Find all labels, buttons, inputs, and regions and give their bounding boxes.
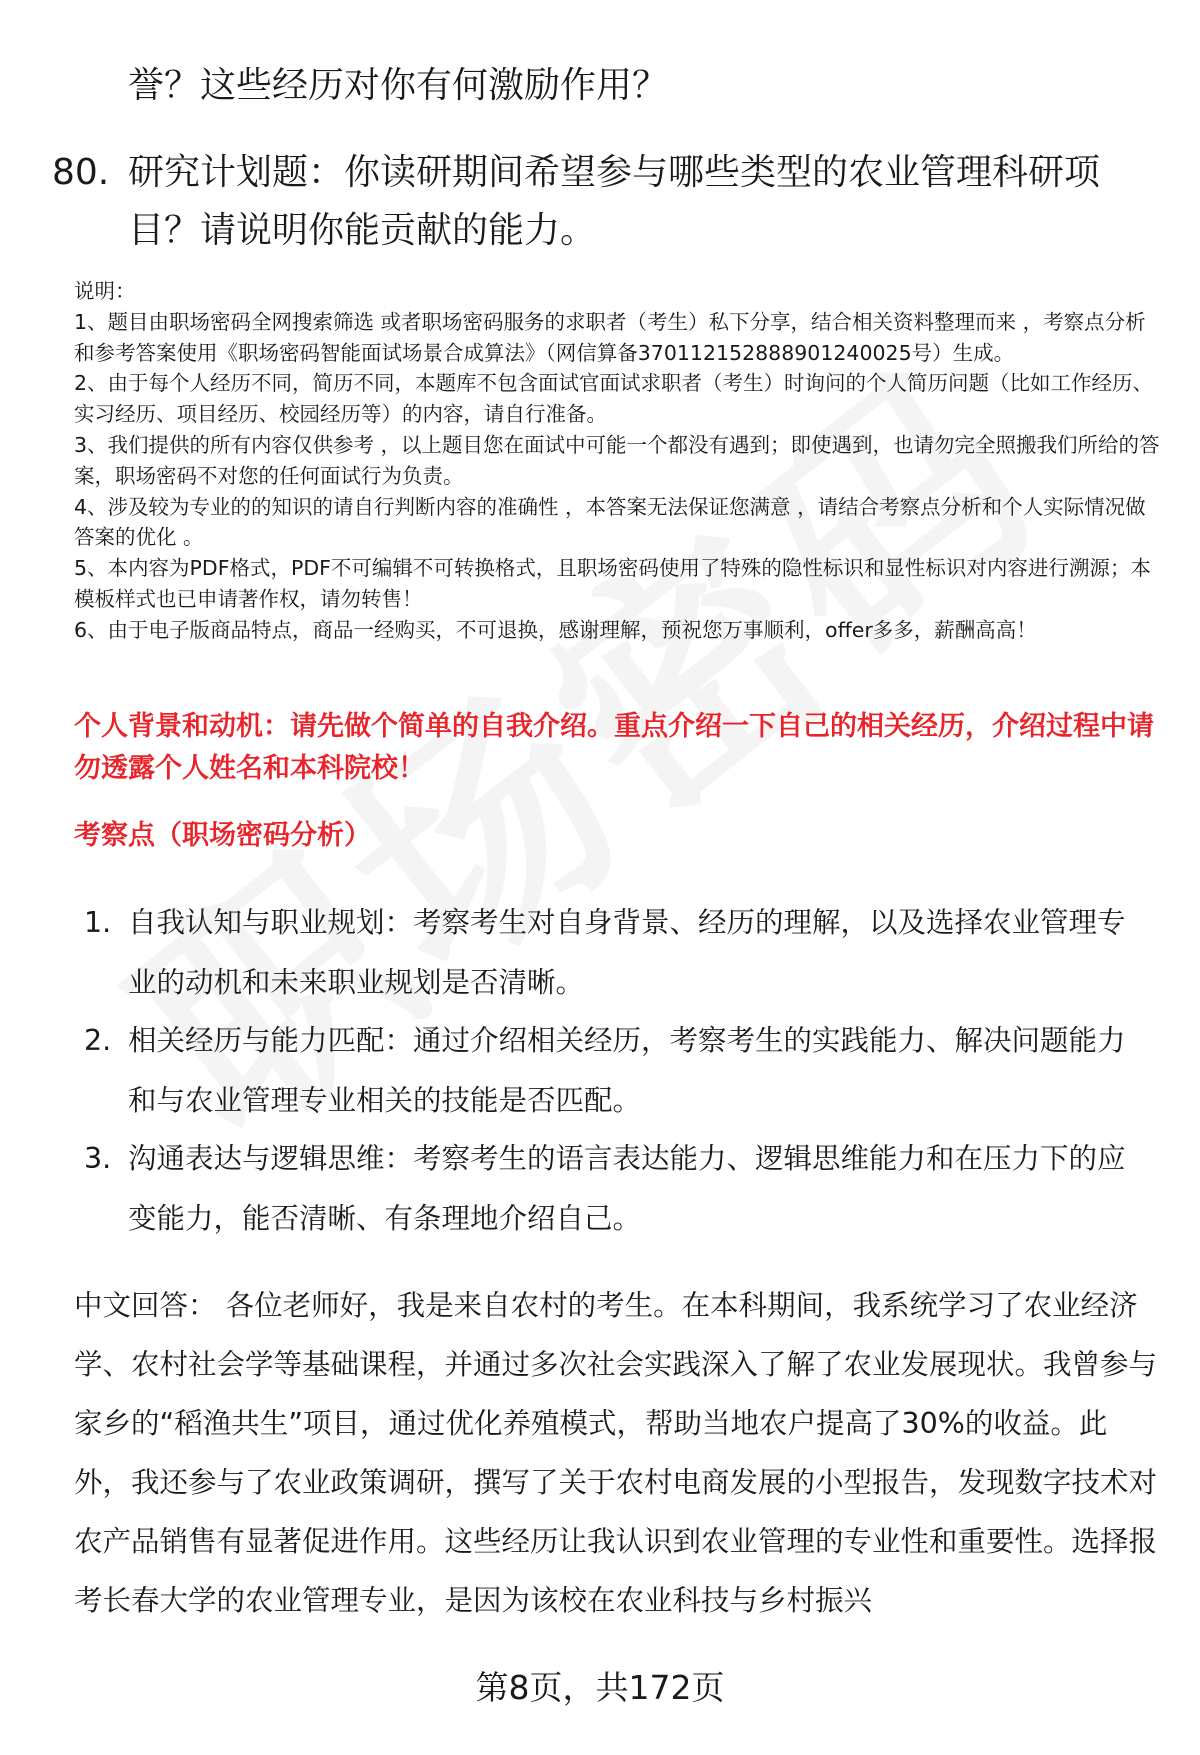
question-80 <box>52 144 1112 260</box>
page-footer: 第8页，共172页 <box>475 1668 725 1707</box>
answer-text: 各位老师好，我是来自农村的考生。在本科期间，我系统学习了农业经济学、农村社会学等基础课程，并通过多次社会实践深入了解了农业发展现状。我曾参与家乡的“稻渔共生”项目，通过优化养殖模式，帮助当地农户提高了30%的收益。此外，我还参与了农业政策调研，撰写了关于农村电商发展的小型报告，发现数字技术对农产品销售有显著促进作用。这些经历让我认识到农业管理的专业性和重要性。选择报考长春大学的农业管理专业，是因为该校在农业科技与乡村振兴 <box>74 1289 1158 1617</box>
question-number: 80. <box>52 152 110 193</box>
answer-block <box>74 1276 1160 1630</box>
analysis-points <box>84 893 1144 1249</box>
notes-item: 3、我们提供的所有内容仅供参考 ，以上题目您在面试中可能一个都没有遇到；即使遇到，也请勿完全照搬我们所给的答案，职场密码不对您的任何面试行为负责。 <box>74 432 1160 488</box>
point-number: 3. <box>84 1142 112 1175</box>
point-number: 2. <box>84 1024 112 1057</box>
point-text: 沟通表达与逻辑思维：考察考生的语言表达能力、逻辑思维能力和在压力下的应变能力，能否清晰、有条理地介绍自己。 <box>128 1142 1126 1235</box>
point-number: 1. <box>84 906 112 939</box>
analysis-point <box>84 893 1144 1013</box>
analysis-point <box>84 1011 1144 1131</box>
notes-item: 5、本内容为PDF格式，PDF不可编辑不可转换格式，且职场密码使用了特殊的隐性标识和显性标识对内容进行溯源；本模板样式也已申请著作权，请勿转售！ <box>74 556 1151 611</box>
section-heading: 个人背景和动机：请先做个简单的自我介绍。重点介绍一下自己的相关经历，介绍过程中请勿透露个人姓名和本科院校！ <box>74 711 1154 784</box>
notes-item: 4、涉及较为专业的的知识的请自行判断内容的准确性 ，本答案无法保证您满意 ，请结合考察点分析和个人实际情况做答案的优化 。 <box>74 494 1146 550</box>
notes-item: 1、题目由职场密码全网搜索筛选 或者职场密码服务的求职者（考生）私下分享，结合相关资料整理而来 ，考察点分析和参考答案使用《职场密码智能面试场景合成算法》（网信算备370112152888901240025号）生成。 <box>74 309 1146 365</box>
question-continuation: 誉？这些经历对你有何激励作用？ <box>128 65 669 106</box>
analysis-point <box>84 1129 1144 1249</box>
question-text: 研究计划题：你读研期间希望参与哪些类型的农业管理科研项目？请说明你能贡献的能力。 <box>128 152 1101 251</box>
answer-label: 中文回答： <box>74 1289 217 1322</box>
notes-title: 说明： <box>74 279 136 303</box>
notes-item: 2、由于每个人经历不同，简历不同，本题库不包含面试官面试求职者（考生）时询问的个人简历问题（比如工作经历、实习经历、项目经历、校园经历等）的内容，请自行准备。 <box>74 371 1154 427</box>
point-text: 自我认知与职业规划：考察考生对自身背景、经历的理解，以及选择农业管理专业的动机和未来职业规划是否清晰。 <box>128 906 1126 999</box>
notes-block <box>74 276 1164 646</box>
analysis-title: 考察点（职场密码分析） <box>74 820 371 851</box>
point-text: 相关经历与能力匹配：通过介绍相关经历，考察考生的实践能力、解决问题能力和与农业管理专业相关的技能是否匹配。 <box>128 1024 1126 1117</box>
notes-item: 6、由于电子版商品特点，商品一经购买，不可退换，感谢理解，预祝您万事顺利，offer多多，薪酬高高！ <box>74 617 1037 642</box>
